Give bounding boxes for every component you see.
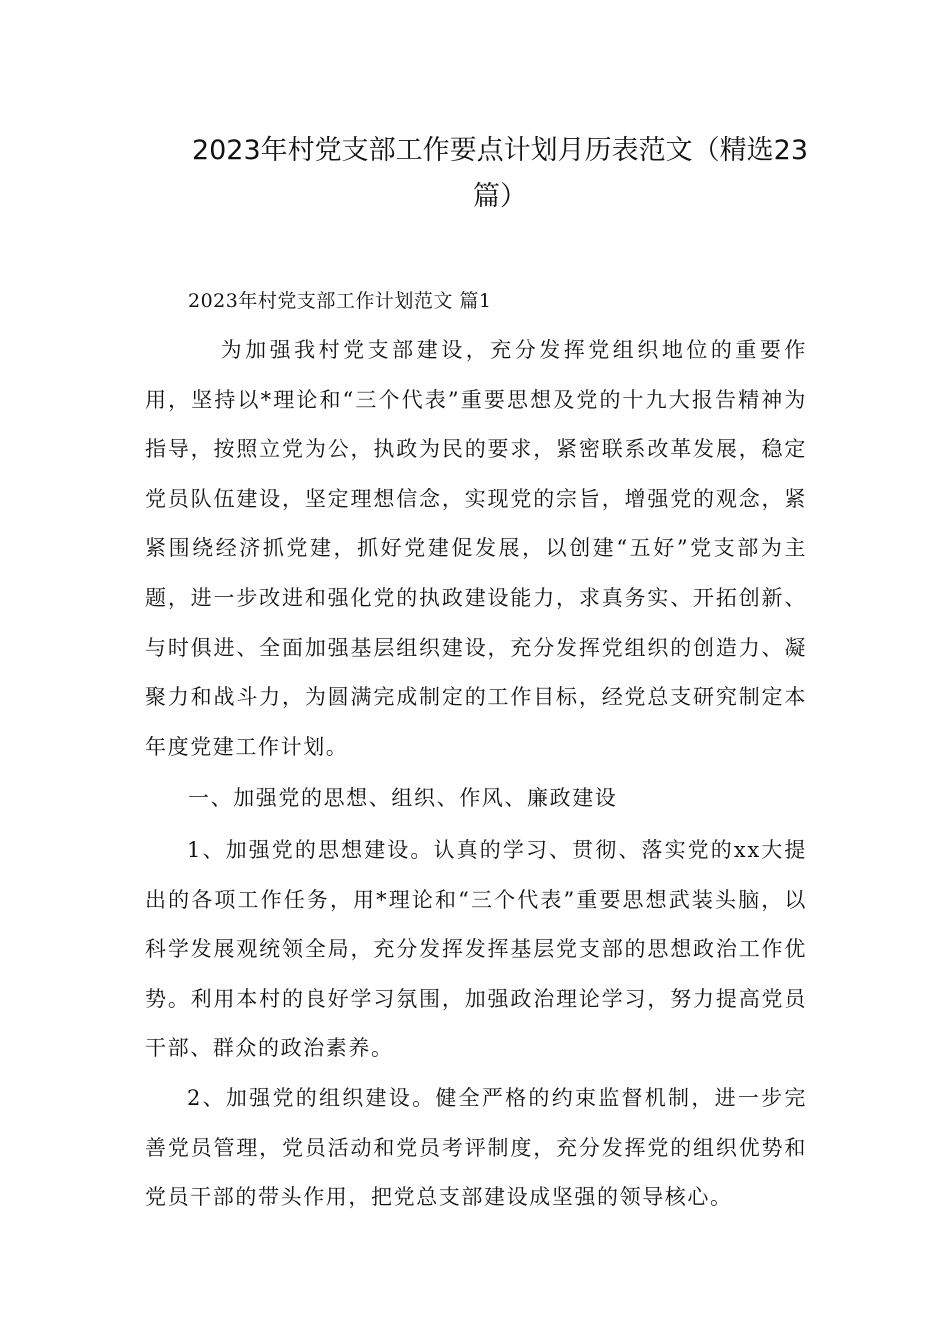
section-heading: 一、加强党的思想、组织、作风、廉政建设 xyxy=(188,786,618,810)
title-line-2: 篇） xyxy=(473,181,527,212)
paragraph-ideological-building: 1、加强党的思想建设。认真的学习、贯彻、落实党的xx大提出的各项工作任务，用*理论和“三个代表”重要思想武装头脑，以科学发展观统领全局，充分发挥发挥基层党支部的思想政治工作优势。利用本村的良好学习氛围，加强政治理论学习，努力提高党员干部、群众的政治素养。 xyxy=(145,838,807,1061)
article-heading: 2023年村党支部工作计划范文 篇1 xyxy=(188,290,492,312)
intro-paragraph: 为加强我村党支部建设，充分发挥党组织地位的重要作用，坚持以*理论和“三个代表”重要思想及党的十九大报告精神为指导，按照立党为公，执政为民的要求，紧密联系改革发展，稳定党员队伍建设，坚定理想信念，实现党的宗旨，增强党的观念，紧紧围绕经济抓党建，抓好党建促发展，以创建“五好”党支部为主题，进一步改进和强化党的执政建设能力，求真务实、开拓创新、与时俱进、全面加强基层组织建设，充分发挥党组织的创造力、凝聚力和战斗力，为圆满完成制定的工作目标，经党总支研究制定本年度党建工作计划。 xyxy=(145,338,807,759)
title-line-1: 2023年村党支部工作要点计划月历表范文（精选23 xyxy=(191,135,809,166)
document-title xyxy=(150,128,850,220)
paragraph-organizational-building: 2、加强党的组织建设。健全严格的约束监督机制，进一步完善党员管理，党员活动和党员考评制度，充分发挥党的组织优势和党员干部的带头作用，把党总支部建设成坚强的领导核心。 xyxy=(145,1086,807,1210)
